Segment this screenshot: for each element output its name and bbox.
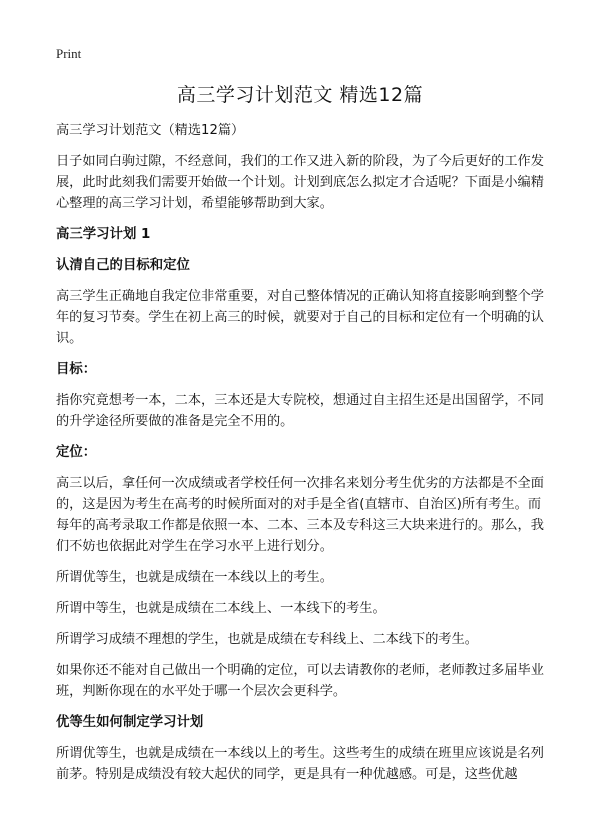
paragraph: 所谓优等生，也就是成绩在一本线以上的考生。 (56, 570, 333, 585)
subsection-heading: 定位： (56, 445, 97, 460)
paragraph: 指你究竟想考一本，二本，三本还是大专院校，想通过自主招生还是出国留学，不同的升学途径所要做的准备是完全不用的。 (56, 393, 544, 429)
paragraph: 高三以后，拿任何一次成绩或者学校任何一次排名来划分考生优劣的方法都是不全面的，这是因为考生在高考的时候所面对的对手是全省(直辖市、自治区)所有考生。而每年的高考录取工作都是依照一本、二本、三本及专科这三大块来进行的。那么，我们不妨也依据此对学生在学习水平上进行划分。 (56, 476, 544, 554)
subsection-heading: 优等生如何制定学习计划 (56, 715, 204, 730)
subsection-heading: 认清自己的目标和定位 (56, 258, 190, 273)
print-link[interactable]: Print (56, 46, 82, 61)
section-heading: 高三学习计划 1 (56, 227, 151, 242)
document-body (56, 120, 546, 795)
subtitle: 高三学习计划范文（精选12篇） (56, 123, 245, 138)
page-title: 高三学习计划范文 精选12篇 (176, 84, 424, 106)
paragraph: 所谓学习成绩不理想的学生，也就是成绩在专科线上、二本线下的考生。 (56, 632, 478, 647)
intro-paragraph: 日子如同白驹过隙，不经意间，我们的工作又进入新的阶段，为了今后更好的工作发展，此时此刻我们需要开始做一个计划。计划到底怎么拟定才合适呢？下面是小编精心整理的高三学习计划，希望能够帮助到大家。 (56, 154, 544, 211)
paragraph: 所谓中等生，也就是成绩在二本线上、一本线下的考生。 (56, 601, 386, 616)
paragraph: 如果你还不能对自己做出一个明确的定位，可以去请教你的老师，老师教过多届毕业班，判断你现在的水平处于哪一个层次会更科学。 (56, 663, 544, 699)
paragraph: 所谓优等生，也就是成绩在一本线以上的考生。这些考生的成绩在班里应该说是名列前茅。特别是成绩没有较大起伏的同学，更是具有一种优越感。可是，这些优越 (56, 746, 544, 782)
paragraph: 高三学生正确地自我定位非常重要，对自己整体情况的正确认知将直接影响到整个学年的复习节奏。学生在初上高三的时候，就要对于自己的目标和定位有一个明确的认识。 (56, 289, 544, 346)
subsection-heading: 目标： (56, 362, 97, 377)
